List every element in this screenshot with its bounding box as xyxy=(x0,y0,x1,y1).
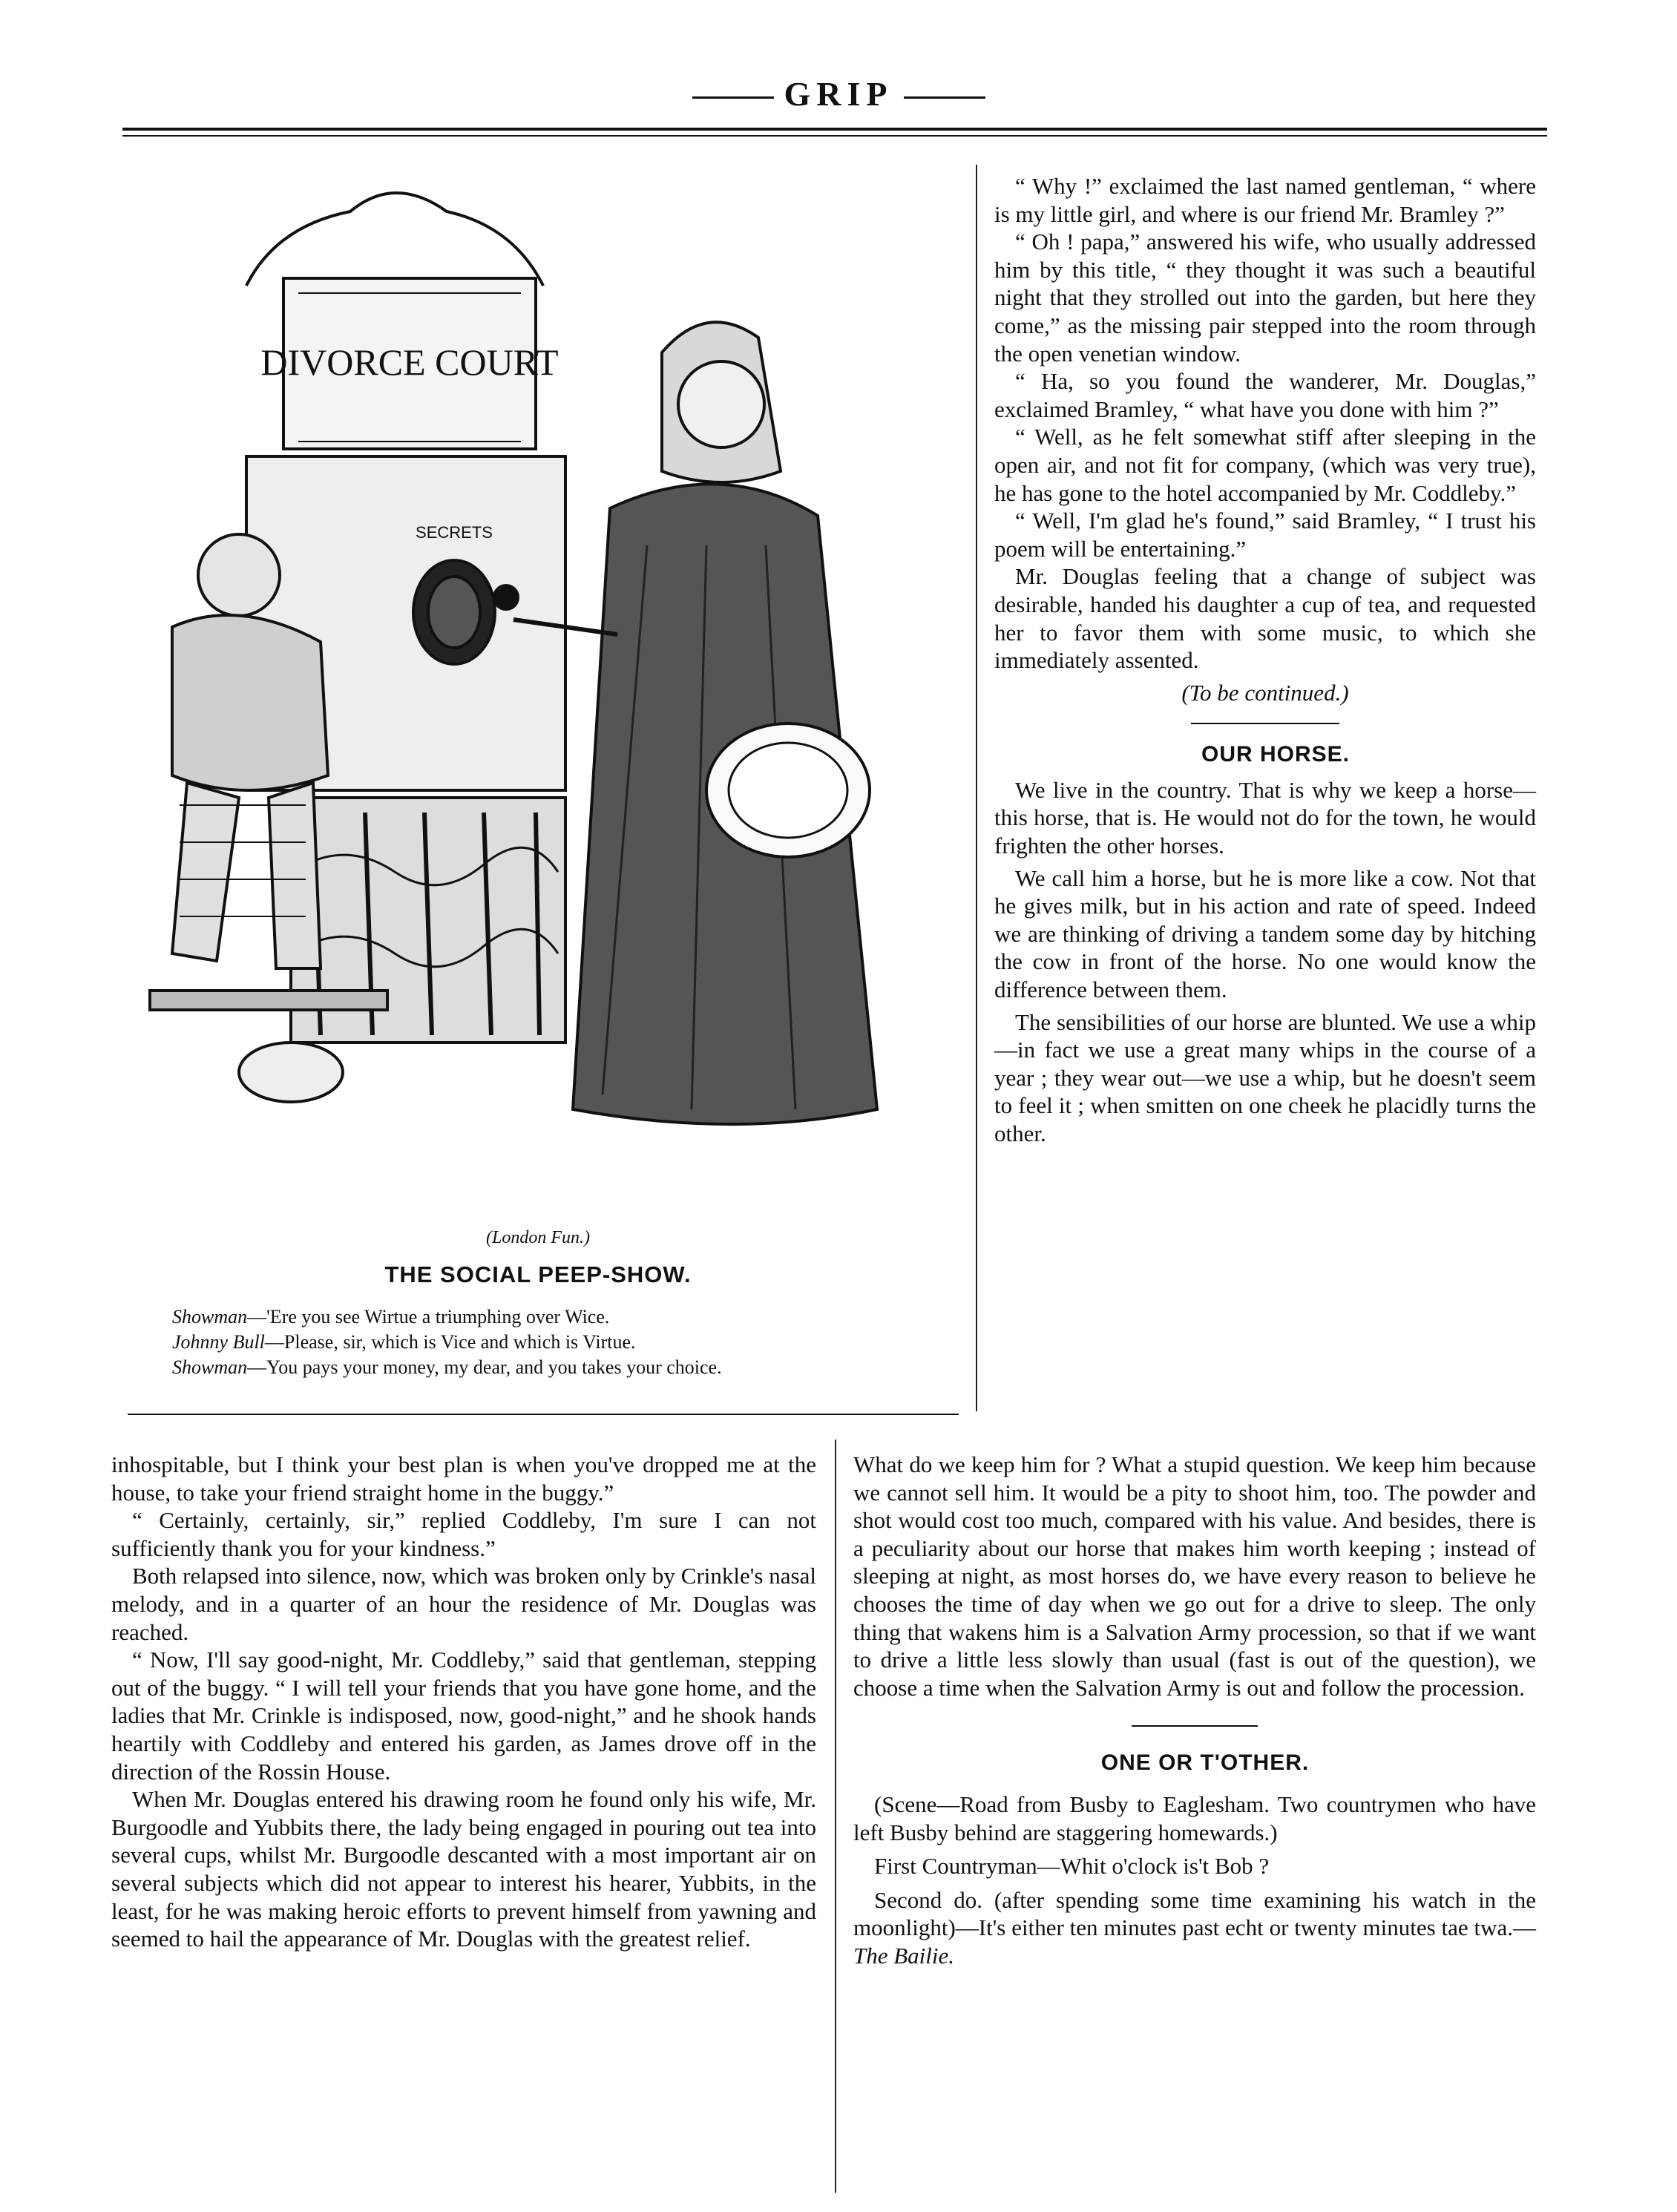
to-be-continued: (To be continued.) xyxy=(1181,679,1349,706)
horse-paragraph: The sensibilities of our horse are blunted. We use a whip—in fact we use a great many whips in the course of a year ; they wear out—we use a whip, but he doesn't seem to feel it ; when smitten on one cheek he placidly turns the other. xyxy=(994,1008,1537,1146)
horse-paragraph: We live in the country. That is why we keep a horse—this horse, that is. He would not do for the town, he would frighten the other horses. xyxy=(994,776,1536,859)
masthead xyxy=(0,74,1677,114)
bottom-right-column xyxy=(853,1451,1536,1970)
column-divider-upper xyxy=(976,165,977,1411)
story-paragraph: “ Well, I'm glad he's found,” said Bramley, “ I trust his poem will be entertaining.” xyxy=(994,508,1536,562)
dialogue-line: First Countryman—Whit o'clock is't Bob ? xyxy=(874,1853,1270,1880)
story-paragraph: “ Oh ! papa,” answered his wife, who usually addressed him by this title, “ they thought it was such a beautiful night that they strolled out into the garden, but here they come,” as the missing pair stepped into the room through the open venetian window. xyxy=(994,229,1536,367)
dialogue-text: Second do. (after spending some time examining his watch in the moonlight)—It's either ten minutes past echt or twenty minutes tae twa.— xyxy=(853,1886,1536,1941)
our-horse-heading: OUR HORSE. xyxy=(1201,742,1351,767)
secrets-label: SECRETS xyxy=(416,523,493,542)
top-rule-thin xyxy=(122,135,1547,137)
story-paragraph: “ Why !” exclaimed the last named gentleman, “ where is my little girl, and where is our friend Mr. Bramley ?” xyxy=(994,173,1536,227)
one-or-tother-heading: ONE OR T'OTHER. xyxy=(1100,1750,1310,1776)
story-paragraph: “ Certainly, certainly, sir,” replied Coddleby, I'm sure I can not sufficiently thank you for your kindness.” xyxy=(111,1507,816,1561)
caption-line xyxy=(172,1304,914,1330)
dialogue-line xyxy=(853,1886,1536,1970)
column-divider-lower xyxy=(835,1440,836,2193)
scene-paragraph: (Scene—Road from Busby to Eaglesham. Two countrymen who have left Busby behind are staggering homewards.) xyxy=(853,1791,1536,1845)
story-paragraph: When Mr. Douglas entered his drawing room he found only his wife, Mr. Burgoodle and Yubbits there, the lady being engaged in pouring out tea into several cups, whilst Mr. Burgoodle descanted with a most important air on several subjects which did not appear to interest his hearer, Yubbits, in the least, for he was making heroic efforts to prevent himself from yawning and seemed to hail the appearance of Mr. Douglas with the greatest relief. xyxy=(111,1786,816,1952)
horse-paragraph: We call him a horse, but he is more like a cow. Not that he gives milk, but in his action and rate of speed. Indeed we are thinking of driving a tandem some day by hitching the cow in front of the horse. No one would know the difference between them. xyxy=(994,864,1536,1003)
source-credit: The Bailie. xyxy=(853,1942,955,1969)
story-paragraph: “ Ha, so you found the wanderer, Mr. Douglas,” exclaimed Bramley, “ what have you done with him ?” xyxy=(994,368,1536,422)
caption-speaker: Johnny Bull xyxy=(172,1331,265,1353)
top-rule xyxy=(122,128,1547,131)
story-paragraph: Mr. Douglas feeling that a change of subject was desirable, handed his daughter a cup of tea, and requested her to favor them with some music, to which she immediately assented. xyxy=(994,563,1536,674)
illustration-source: (London Fun.) xyxy=(486,1228,590,1247)
illustration-title: THE SOCIAL PEEP-SHOW. xyxy=(384,1261,692,1287)
masthead-rule-left xyxy=(692,96,774,99)
illustration-captions xyxy=(172,1304,914,1380)
illustration-bottom-rule xyxy=(128,1414,959,1415)
right-column-upper xyxy=(994,172,1536,1148)
bottom-left-column xyxy=(111,1451,816,1953)
caption-line xyxy=(172,1330,914,1355)
masthead-title: GRIP xyxy=(784,75,893,113)
section-rule xyxy=(1132,1725,1258,1727)
story-paragraph: inhospitable, but I think your best plan is when you've dropped me at the house, to take your friend straight home in the buggy.” xyxy=(111,1451,816,1506)
story-paragraph: “ Well, as he felt somewhat stiff after sleeping in the open air, and not fit for company, (which was very true), he has gone to the hotel accompanied by Mr. Coddleby.” xyxy=(994,424,1536,506)
caption-line xyxy=(172,1355,914,1380)
caption-text: —You pays your money, my dear, and you takes your choice. xyxy=(247,1356,722,1378)
peep-show-illustration xyxy=(128,160,974,1213)
story-paragraph: “ Now, I'll say good-night, Mr. Coddleby,” said that gentleman, stepping out of the buggy. “ I will tell your friends that you have gone home, and the ladies that Mr. Crinkle is indisposed, now, good-night,” and he shook hands heartily with Coddleby and entered his garden, as James drove off in the direction of the Rossin House. xyxy=(111,1647,816,1785)
caption-text: —Please, sir, which is Vice and which is Virtue. xyxy=(264,1331,636,1353)
caption-speaker: Showman xyxy=(172,1306,248,1327)
story-paragraph: Both relapsed into silence, now, which was broken only by Crinkle's nasal melody, and in a quarter of an hour the residence of Mr. Douglas was reached. xyxy=(111,1563,816,1645)
horse-continued-paragraph: What do we keep him for ? What a stupid question. We keep him because we cannot sell him. It would be a pity to shoot him, too. The powder and shot would cost too much, compared with his value. And besides, there is a peculiarity about our horse that makes him worth keeping ; instead of sleeping at night, as most horses do, we have every reason to believe he chooses the time of day when we go out for a drive to sleep. The only thing that wakens him is a Salvation Army procession, so that if we want to drive a little less slowly than usual (fast is out of the question), we choose a time when the Salvation Army is out and follow the procession. xyxy=(853,1451,1536,1701)
caption-speaker: Showman xyxy=(172,1356,248,1378)
caption-text: —'Ere you see Wirtue a triumphing over Wice. xyxy=(247,1306,610,1327)
divorce-court-sign: DIVORCE COURT xyxy=(260,341,559,383)
masthead-rule-right xyxy=(904,96,985,99)
section-rule xyxy=(1191,723,1339,724)
